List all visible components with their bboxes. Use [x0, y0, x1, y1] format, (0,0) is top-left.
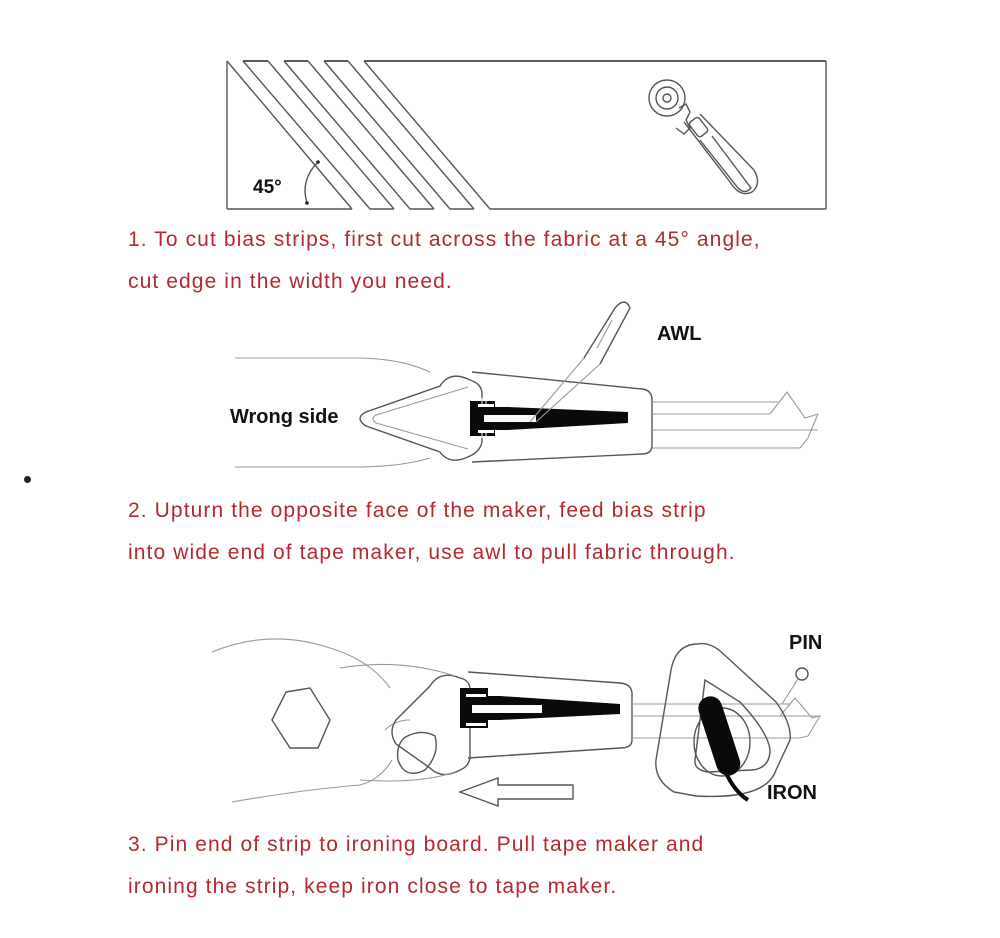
- step-2-instruction: [128, 490, 736, 574]
- angle-label: 45°: [253, 177, 282, 198]
- step-3-line-2: ironing the strip, keep iron close to tape maker.: [128, 875, 618, 898]
- bullet-dot: [24, 476, 31, 483]
- pin-icon: [0, 620, 1000, 820]
- step-2-line-1: 2. Upturn the opposite face of the maker, feed bias strip: [128, 499, 707, 522]
- step-3-instruction: [128, 824, 704, 908]
- step-1-line-2: cut edge in the width you need.: [128, 270, 453, 293]
- fabric-bias-cut-diagram: [0, 0, 1000, 220]
- step-3-line-1: 3. Pin end of strip to ironing board. Pull tape maker and: [128, 833, 705, 856]
- awl-label: AWL: [657, 323, 702, 345]
- awl-icon: [0, 290, 1000, 490]
- step-2-line-2: into wide end of tape maker, use awl to pull fabric through.: [128, 541, 736, 564]
- tape-maker-awl-diagram: [0, 290, 1000, 490]
- wrong-side-label: Wrong side: [230, 406, 339, 428]
- ironing-diagram: [0, 620, 1000, 820]
- rotary-cutter-icon: [0, 0, 1000, 220]
- iron-label: IRON: [767, 782, 817, 804]
- pin-label: PIN: [789, 632, 823, 654]
- step-1-line-1: 1. To cut bias strips, first cut across the fabric at a 45° angle,: [128, 228, 761, 251]
